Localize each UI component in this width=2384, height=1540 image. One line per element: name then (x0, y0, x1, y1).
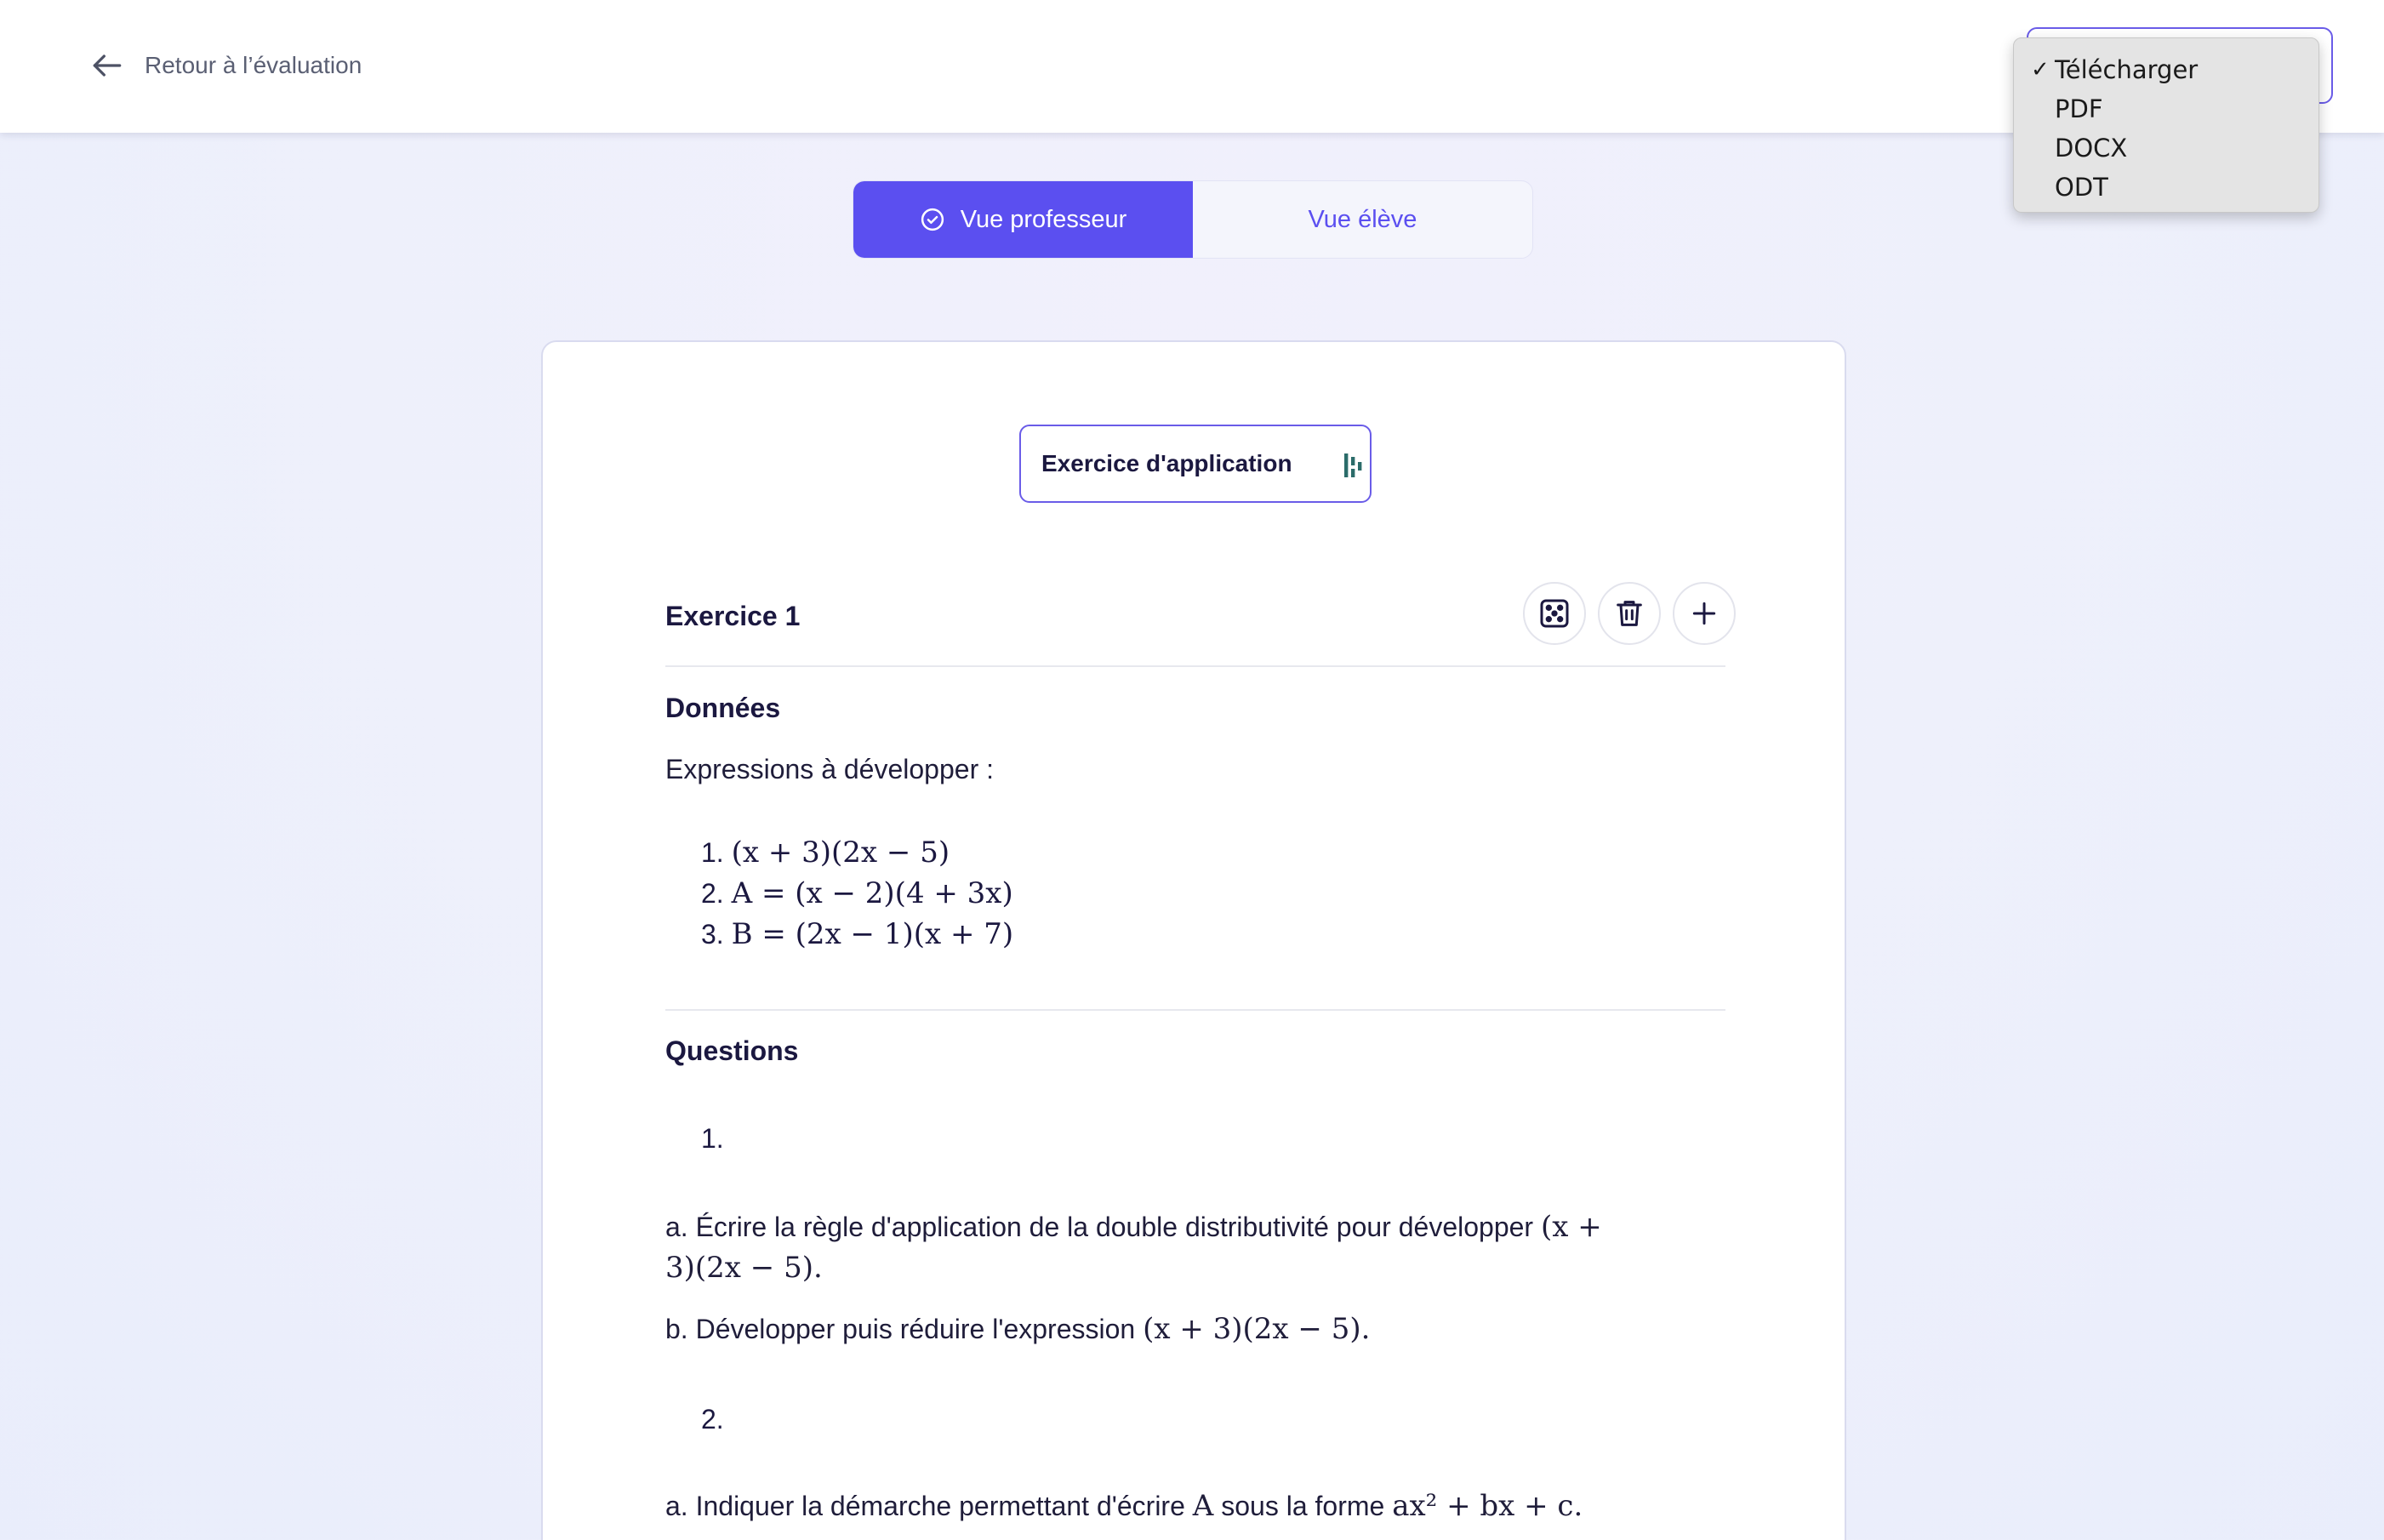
download-option-docx[interactable]: DOCX (2055, 134, 2128, 163)
plus-icon (1687, 596, 1721, 630)
check-circle-icon (920, 207, 945, 232)
randomize-button[interactable] (1523, 582, 1586, 645)
teacher-view-button[interactable]: Vue professeur (853, 181, 1193, 258)
question-2a: a. Indiquer la démarche permettant d'écrire A sous la forme ax² + bx + c. (665, 1489, 1583, 1523)
drag-handle-icon[interactable] (1343, 452, 1363, 479)
back-to-evaluation-link[interactable] (88, 44, 362, 87)
question-1a-continued: 3)(2x − 5). (665, 1251, 823, 1285)
question-number: 2. (701, 1404, 724, 1434)
download-option-telecharger[interactable]: ✓ Télécharger (2031, 55, 2199, 84)
list-item: 1. (x + 3)(2x − 5) (701, 836, 950, 870)
trash-icon (1612, 596, 1646, 630)
section-divider (665, 1009, 1725, 1011)
exercise-title: Exercice 1 (665, 601, 801, 631)
data-intro: Expressions à développer : (665, 754, 994, 784)
view-toggle (853, 180, 1533, 259)
exercise-header (665, 582, 1725, 667)
student-view-button[interactable]: Vue élève (1308, 205, 1417, 233)
arrow-left-icon (88, 47, 126, 84)
delete-exercise-button[interactable] (1598, 582, 1661, 645)
question-number: 1. (701, 1123, 724, 1154)
evaluation-title-input[interactable]: Exercice d'application (1019, 425, 1372, 503)
list-item: 3. B = (2x − 1)(x + 7) (701, 917, 1014, 951)
add-exercise-button[interactable] (1673, 582, 1736, 645)
list-item: 2. A = (x − 2)(4 + 3x) (701, 876, 1013, 910)
question-1a: a. Écrire la règle d'application de la double distributivité pour développer (x + (665, 1210, 1602, 1244)
dice-icon (1537, 596, 1571, 630)
questions-section-title: Questions (665, 1035, 799, 1066)
question-1b: b. Développer puis réduire l'expression (x + 3)(2x − 5). (665, 1312, 1371, 1346)
download-option-pdf[interactable]: PDF (2055, 94, 2103, 123)
checkmark-icon: ✓ (2031, 57, 2050, 83)
download-dropdown (2013, 37, 2319, 213)
exercise-card (541, 340, 1846, 1540)
download-option-odt[interactable]: ODT (2055, 173, 2108, 202)
back-label: Retour à l’évaluation (145, 52, 362, 78)
data-section-title: Données (665, 693, 781, 723)
